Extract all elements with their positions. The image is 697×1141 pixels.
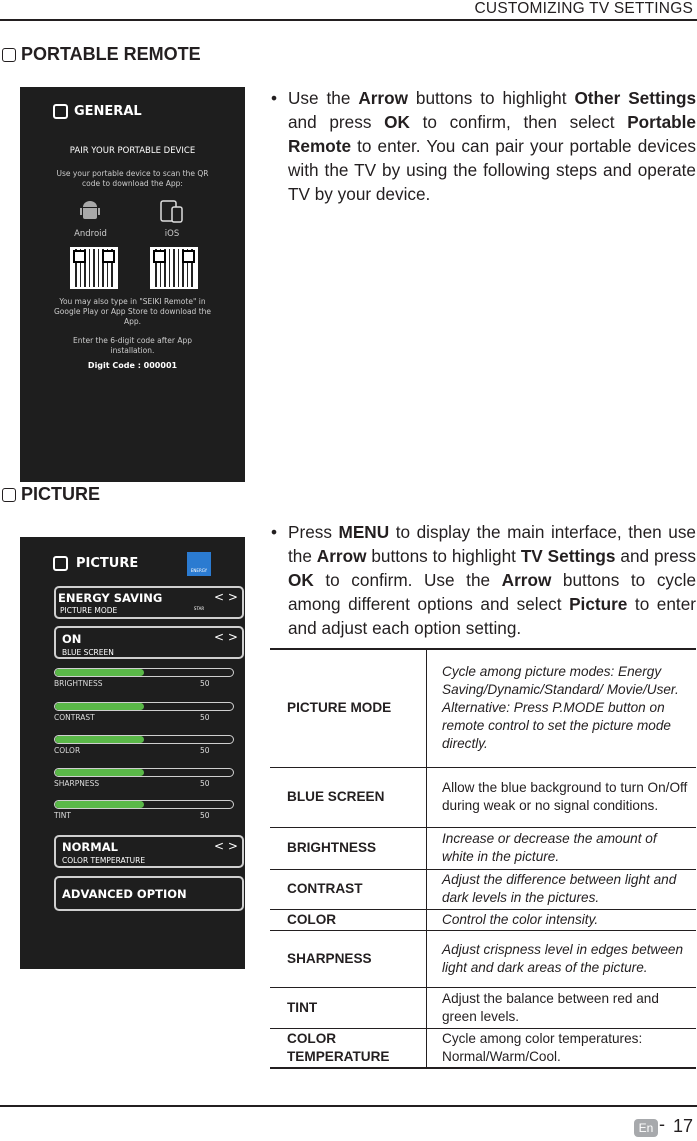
keyword: TV Settings — [520, 546, 616, 566]
keyword: OK — [288, 570, 314, 590]
picture-instructions — [271, 520, 696, 640]
pair-description: Use your portable device to scan the QR code to download the App: — [56, 169, 209, 188]
slider-contrast[interactable] — [54, 702, 234, 711]
option-name: SHARPNESS — [270, 930, 427, 987]
slider-label: COLOR — [54, 746, 81, 755]
option-name: BRIGHTNESS — [270, 827, 427, 869]
screen-picture-heading: PICTURE — [76, 556, 139, 571]
slider-value: 50 — [200, 713, 210, 722]
portable-remote-instructions — [271, 86, 697, 206]
slider-brightness[interactable] — [54, 668, 234, 677]
slider-sharpness[interactable] — [54, 768, 234, 777]
slider-label: CONTRAST — [54, 713, 95, 722]
arrows-icon: < > — [214, 839, 238, 853]
arrows-icon: < > — [214, 630, 238, 644]
advanced-option-label: ADVANCED OPTION — [62, 887, 187, 901]
portable-remote-title: PORTABLE REMOTE — [21, 44, 201, 64]
picture-mode-option[interactable] — [54, 586, 244, 619]
header-divider — [0, 19, 697, 21]
language-badge: En — [634, 1119, 658, 1137]
pair-title: PAIR YOUR PORTABLE DEVICE — [69, 146, 196, 156]
ios-qr-code — [150, 247, 198, 289]
text-run: to enter and adjust each option setting. — [288, 594, 696, 638]
slider-fill — [55, 736, 144, 743]
slider-fill — [55, 801, 144, 808]
portable-remote-screen — [20, 87, 245, 482]
enter-code-instructions: Enter the 6-digit code after App installation. — [73, 336, 192, 355]
picture-screen — [20, 537, 245, 969]
text-run: to confirm, then select — [409, 112, 628, 132]
option-name: BLUE SCREEN — [270, 767, 427, 827]
keyword: OK — [384, 112, 410, 132]
text-run: buttons to cycle among different options and select — [288, 570, 696, 614]
text-run: to enter. You can pair your portable devices with the TV by using the following steps and operate TV by your device. — [288, 136, 696, 204]
page-header-title: CUSTOMIZING TV SETTINGS — [474, 0, 693, 17]
option-name: CONTRAST — [270, 869, 427, 909]
keyword: Arrow — [501, 570, 552, 590]
option-description: Cycle among picture modes: Energy Saving/Dynamic/Standard/ Movie/User. Alternative: Press P.MODE button on remote control to set the picture mode directly. — [442, 664, 679, 752]
picture-heading — [2, 484, 100, 505]
blue-screen-value: ON — [62, 632, 82, 646]
option-description: Allow the blue background to turn On/Off during weak or no signal conditions. — [442, 780, 688, 813]
table-row — [270, 827, 696, 869]
slider-fill — [55, 769, 144, 776]
text-run: to display the main interface, then use the — [288, 522, 696, 566]
option-name: COLOR — [270, 909, 427, 930]
page-number: 17 — [673, 1116, 694, 1136]
keyword: MENU — [338, 522, 390, 542]
picture-title: PICTURE — [21, 484, 101, 504]
color-temperature-option[interactable] — [54, 835, 244, 868]
table-row — [270, 767, 696, 827]
slider-value: 50 — [200, 746, 210, 755]
table-row — [270, 869, 696, 909]
store-instructions: You may also type in "SEIKI Remote" in Google Play or App Store to download the App. — [53, 297, 212, 326]
energy-star-logo: ENERGY STAR — [187, 552, 211, 576]
text-run: Press — [288, 522, 339, 542]
slider-label: BRIGHTNESS — [54, 679, 103, 688]
blue-screen-label: BLUE SCREEN — [62, 648, 114, 657]
text-run: buttons to highlight — [407, 88, 575, 108]
color-temperature-value: NORMAL — [62, 840, 118, 854]
option-description: Adjust crispness level in edges between light and dark areas of the picture. — [442, 941, 684, 975]
option-name: PICTURE MODE — [270, 649, 427, 767]
option-description: Increase or decrease the amount of white in the picture. — [442, 831, 657, 864]
portable-remote-heading — [2, 44, 201, 65]
keyword: Picture — [569, 594, 628, 614]
color-temperature-label: COLOR TEMPERATURE — [62, 856, 146, 865]
picture-options-table — [270, 648, 696, 1069]
text-run: and press — [615, 546, 696, 566]
slider-color[interactable] — [54, 735, 234, 744]
android-qr-code — [70, 247, 118, 289]
bullet: • — [271, 88, 278, 108]
slider-fill — [55, 703, 144, 710]
bullet: • — [271, 522, 278, 542]
general-icon — [53, 104, 68, 119]
slider-label: TINT — [54, 811, 71, 820]
option-description: Adjust the difference between light and dark levels in the pictures. — [442, 872, 677, 905]
option-description: Control the color intensity. — [442, 911, 599, 927]
arrows-icon: < > — [214, 590, 238, 604]
text-run: to confirm. Use the — [313, 570, 502, 590]
keyword: Arrow — [358, 88, 408, 108]
keyword: Arrow — [316, 546, 367, 566]
android-icon — [80, 199, 100, 221]
text-run: Use the — [288, 88, 359, 108]
checkbox-icon — [2, 488, 16, 502]
footer-divider — [0, 1105, 697, 1107]
option-description: Cycle among color temperatures: Normal/Warm/Cool. — [442, 1030, 643, 1064]
option-name: COLOR TEMPERATURE — [270, 1028, 427, 1068]
text-run: buttons to highlight — [366, 546, 521, 566]
table-row — [270, 930, 696, 987]
slider-value: 50 — [200, 811, 210, 820]
page-dash: - — [659, 1114, 665, 1134]
slider-fill — [55, 669, 144, 676]
table-row — [270, 987, 696, 1028]
picture-mode-value: ENERGY SAVING — [58, 591, 163, 605]
keyword: Other Settings — [574, 88, 697, 108]
slider-value: 50 — [200, 779, 210, 788]
slider-tint[interactable] — [54, 800, 234, 809]
advanced-option-button[interactable] — [54, 876, 244, 911]
table-row — [270, 1028, 696, 1068]
keyword: Portable Remote — [288, 112, 696, 156]
picture-icon — [53, 556, 68, 571]
screen-general-heading: GENERAL — [74, 104, 142, 119]
option-name: TINT — [270, 987, 427, 1028]
text-run: and press — [288, 112, 385, 132]
checkbox-icon — [2, 48, 16, 62]
picture-mode-label: PICTURE MODE — [60, 606, 118, 615]
android-label: Android — [74, 229, 107, 239]
slider-label: SHARPNESS — [54, 779, 100, 788]
option-description: Adjust the balance between red and green levels. — [442, 990, 659, 1024]
ios-device-icon — [160, 199, 184, 223]
ios-label: iOS — [164, 229, 180, 239]
table-row — [270, 649, 696, 767]
slider-value: 50 — [200, 679, 210, 688]
digit-code: Digit Code : 000001 — [87, 361, 178, 370]
table-row — [270, 909, 696, 930]
blue-screen-option[interactable] — [54, 626, 244, 659]
